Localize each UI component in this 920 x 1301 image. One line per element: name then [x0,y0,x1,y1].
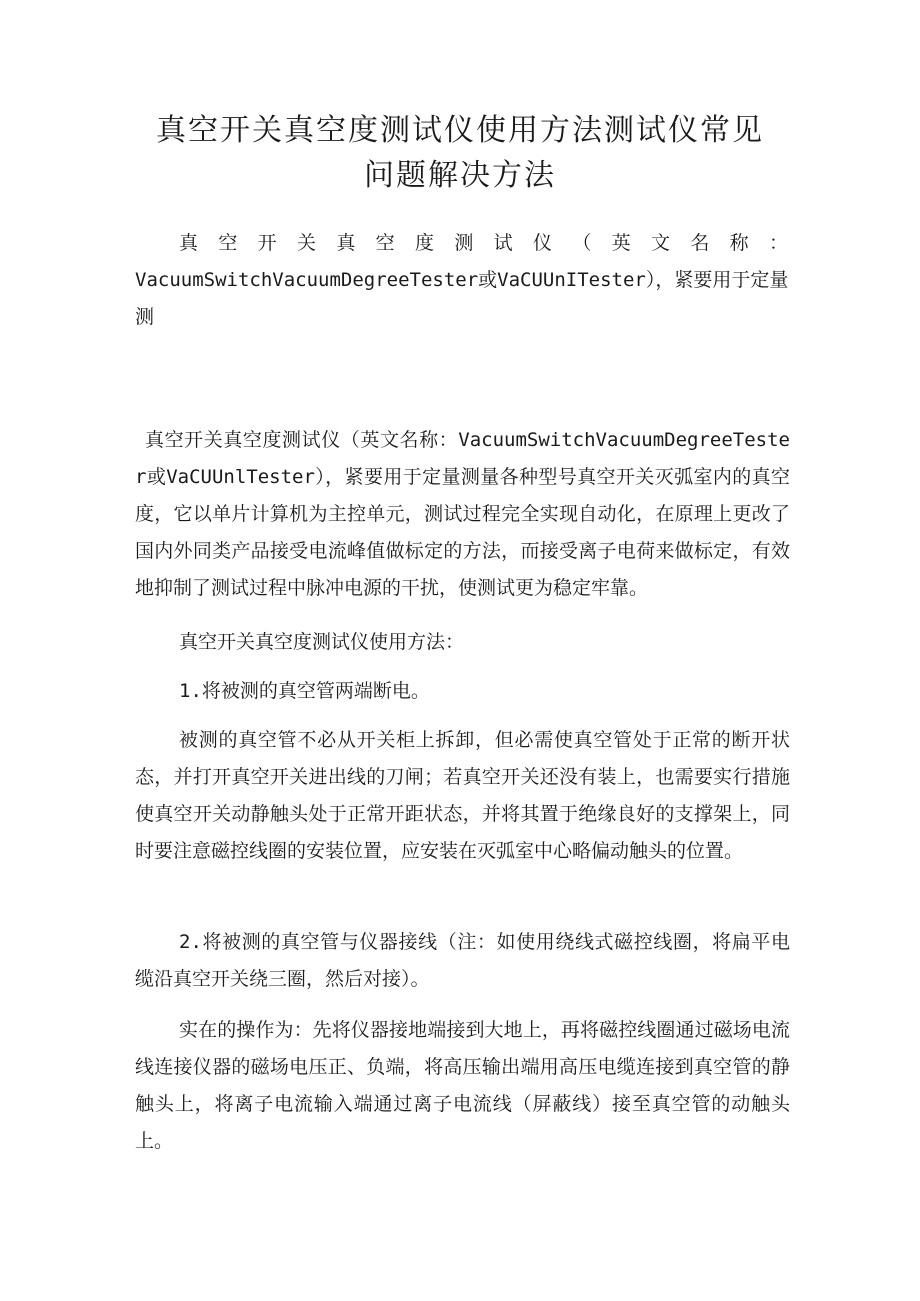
paragraph-step-2: 2.将被测的真空管与仪器接线（注：如使用绕线式磁控线圈，将扁平电缆沿真空开关绕三圈，然后对接）。 [135,931,790,990]
paragraph-usage-heading: 真空开关真空度测试仪使用方法： [179,631,465,653]
intro-line-1: 真 空 开 关 真 空 度 测 试 仪 （ 英 文 名 称 ： [179,232,790,254]
paragraph-description: 真空开关真空度测试仪（英文名称：VacuumSwitchVacuumDegreeTester或VaCUUnlTester），紧要用于定量测量各种型号真空开关灭弧室内的真空度，它以单片计算机为主控单元，测试过程完全实现自动化，在原理上更改了国内外同类产品接受电流峰值做标定的方法，而接受离子电荷来做标定，有效地抑制了测试过程中脉冲电源的干扰，使测试更为稳定牢靠。 [135,429,790,599]
intro-line-2: VacuumSwitchVacuumDegreeTester或VaCUUnITester），紧要用于定量 [135,269,789,291]
paragraph-step-2-detail: 实在的操作为：先将仪器接地端接到大地上，再将磁控线圈通过磁场电流线连接仪器的磁场电压正、负端，将高压输出端用高压电缆连接到真空管的静触头上，将离子电流输入端通过离子电流线（屏蔽线）接至真空管的动触头上。 [135,1019,790,1152]
paragraph-step-1: 1.将被测的真空管两端断电。 [179,680,430,702]
document-title-line-2: 问题解决方法 [364,158,556,193]
paragraph-step-1-detail: 被测的真空管不必从开关柜上拆卸，但必需使真空管处于正常的断开状态，并打开真空开关进出线的刀闸；若真空开关还没有装上，也需要实行措施使真空开关动静触头处于正常开距状态，并将其置于绝缘良好的支撑架上，同时要注意磁控线圈的安装位置，应安装在灭弧室中心略偏动触头的位置。 [135,729,790,862]
intro-line-3: 测 [135,306,155,328]
document-title-line-1: 真空开关真空度测试仪使用方法测试仪常见 [156,113,764,148]
